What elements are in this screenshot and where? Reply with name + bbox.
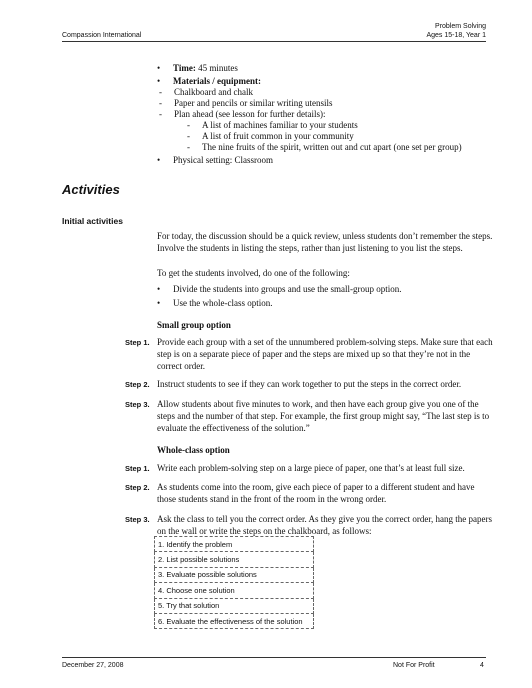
- footer-notice: Not For Profit: [393, 662, 435, 669]
- small-step-label: Step 2.: [125, 380, 150, 389]
- option-item: • Use the whole-class option.: [157, 298, 273, 308]
- material-item: - Chalkboard and chalk: [159, 87, 253, 97]
- bullet-icon: •: [157, 63, 161, 73]
- time-label: Time:: [173, 63, 196, 73]
- table-cell: 1. Identify the problem: [155, 537, 314, 552]
- materials-label: Materials / equipment:: [173, 76, 261, 86]
- header-topic: Problem Solving: [435, 23, 486, 30]
- physical-setting: Physical setting: Classroom: [173, 155, 273, 165]
- option-item: • Divide the students into groups and use the small-group option.: [157, 284, 402, 294]
- table-cell: 2. List possible solutions: [155, 552, 314, 567]
- materials-bullet: [157, 76, 497, 87]
- small-step-label: Step 1.: [125, 338, 150, 347]
- table-row: [155, 613, 314, 628]
- small-step-label: Step 3.: [125, 400, 150, 409]
- small-group-heading: Small group option: [157, 320, 231, 330]
- header-rule: [62, 41, 486, 42]
- header-ages: Ages 15-18, Year 1: [426, 32, 486, 39]
- bullet-icon: •: [157, 76, 161, 86]
- plan-ahead-item: - A list of machines familiar to your students: [187, 120, 358, 130]
- whole-step-label: Step 2.: [125, 483, 150, 492]
- table-row: [155, 598, 314, 613]
- table-cell: 6. Evaluate the effectiveness of the solution: [155, 613, 314, 628]
- bullet-icon: •: [157, 284, 161, 294]
- bullet-icon: •: [157, 155, 161, 165]
- table-cell: 5. Try that solution: [155, 598, 314, 613]
- footer-rule: [62, 657, 486, 658]
- material-item: - Paper and pencils or similar writing utensils: [159, 98, 333, 108]
- table-row: [155, 537, 314, 552]
- whole-class-heading: Whole-class option: [157, 445, 230, 455]
- header-organization: Compassion International: [62, 32, 142, 39]
- footer-date: December 27, 2008: [62, 662, 124, 669]
- involve-line: To get the students involved, do one of the following:: [157, 268, 350, 278]
- small-step-text: Provide each group with a set of the unnumbered problem-solving steps. Make sure that each step is on a separate piece of paper and the steps are mixed up so that they’re not in the correct order.: [157, 337, 493, 371]
- time-value: 45 minutes: [195, 63, 238, 73]
- initial-activities-heading: Initial activities: [62, 216, 123, 226]
- small-step-text: Instruct students to see if they can work together to put the steps in the correct order.: [157, 379, 462, 389]
- table-row: [155, 583, 314, 598]
- whole-step-label: Step 1.: [125, 464, 150, 473]
- whole-step-text: As students come into the room, give each piece of paper to a different student and have those students stand in the front of the room in the wrong order.: [157, 482, 475, 504]
- table-row: [155, 567, 314, 582]
- bullet-icon: •: [157, 298, 161, 308]
- physical-setting-bullet: [157, 155, 497, 166]
- activities-heading: Activities: [62, 182, 120, 197]
- small-step-text: Allow students about five minutes to work, and then have each group give you one of the steps and the number of that step. For example, the first group might say, “The last step is to evaluate the effectiveness of the solution.”: [157, 399, 490, 433]
- problem-steps-table: [154, 536, 314, 629]
- intro-paragraph: For today, the discussion should be a quick review, unless students don’t remember the steps. Involve the students in listing the steps, rather than just listening to you list the steps.: [157, 231, 493, 253]
- option-list: [157, 283, 493, 311]
- whole-step-text: Write each problem-solving step on a large piece of paper, one that’s at least full size.: [157, 463, 465, 473]
- table-row: [155, 552, 314, 567]
- table-cell: 4. Choose one solution: [155, 583, 314, 598]
- lesson-overview: [157, 63, 497, 168]
- plan-ahead-item: - A list of fruit common in your community: [187, 131, 354, 141]
- table-cell: 3. Evaluate possible solutions: [155, 567, 314, 582]
- plan-ahead-item: - The nine fruits of the spirit, written out and cut apart (one set per group): [187, 142, 462, 152]
- time-bullet: [157, 63, 497, 74]
- page-number: 4: [480, 662, 484, 669]
- whole-step-text: Ask the class to tell you the correct order. As they give you the correct order, hang the papers on the wall or write the steps on the chalkboard, as follows:: [157, 514, 493, 536]
- material-item: - Plan ahead (see lesson for further details):: [159, 109, 326, 119]
- whole-step-label: Step 3.: [125, 515, 150, 524]
